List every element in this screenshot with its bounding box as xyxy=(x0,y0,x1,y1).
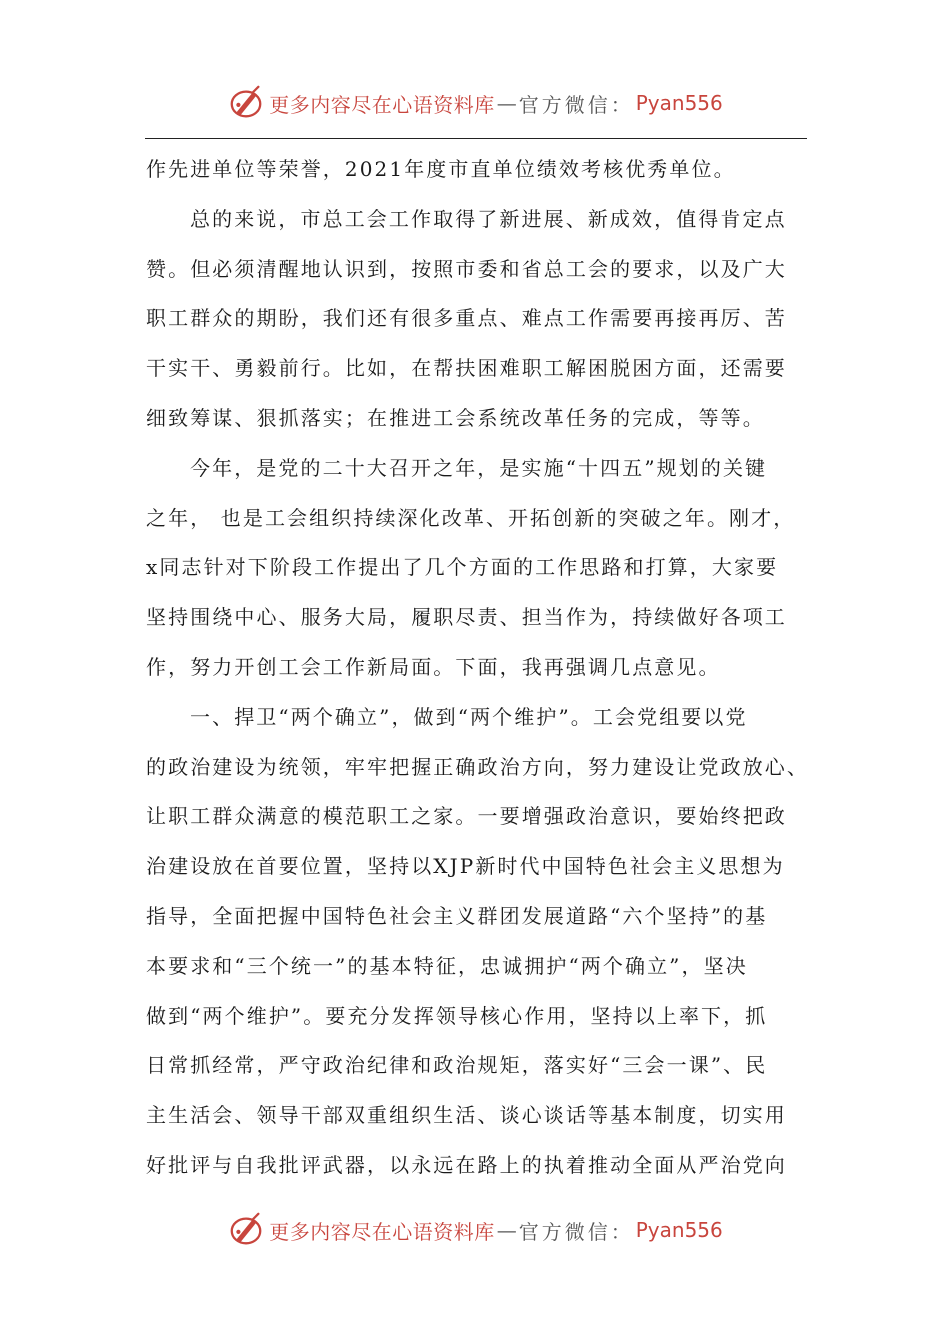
watermark-dash: — xyxy=(496,91,517,115)
watermark-wechat-id: Pyan556 xyxy=(635,1218,723,1242)
text-line: 好批评与自我批评武器，以永远在路上的执着推动全面从严治党向 xyxy=(146,1152,787,1177)
text-line: 本要求和“三个统一”的基本特征，忠诚拥护“两个确立”，坚决 xyxy=(146,953,748,978)
text-line: 作，努力开创工会工作新局面。下面，我再强调几点意见。 xyxy=(146,654,721,679)
pen-logo-icon xyxy=(227,84,265,122)
watermark-sub-text: 官方微信： xyxy=(518,1219,634,1244)
text-line: 的政治建设为统领，牢牢把握正确政治方向，努力建设让党政放心、 xyxy=(146,754,809,779)
text-line: 治建设放在首要位置，坚持以XJP新时代中国特色社会主义思想为 xyxy=(146,854,785,879)
header-divider xyxy=(145,138,807,139)
text-line: 今年，是党的二十大召开之年，是实施“十四五”规划的关键 xyxy=(190,455,768,480)
text-line: 日常抓经常，严守政治纪律和政治规矩，落实好“三会一课”、民 xyxy=(146,1053,768,1078)
document-body xyxy=(146,145,808,1191)
text-line: 作先进单位等荣誉，2021年度市直单位绩效考核优秀单位。 xyxy=(146,157,736,181)
text-line: 之年， 也是工会组织持续深化改革、开拓创新的突破之年。刚才， xyxy=(146,505,796,530)
text-line: x同志针对下阶段工作提出了几个方面的工作思路和打算，大家要 xyxy=(146,555,779,580)
text-line: 让职工群众满意的模范职工之家。一要增强政治意识，要始终把政 xyxy=(146,804,787,829)
watermark-wechat-id: Pyan556 xyxy=(635,91,723,115)
text-line: 总的来说，市总工会工作取得了新进展、新成效，值得肯定点 xyxy=(190,206,787,231)
watermark-main-text: 更多内容尽在心语资料库 xyxy=(269,92,495,117)
watermark-sub-text: 官方微信： xyxy=(518,92,634,117)
text-line: 干实干、勇毅前行。比如，在帮扶困难职工解困脱困方面，还需要 xyxy=(146,356,787,381)
text-line: 做到“两个维护”。要充分发挥领导核心作用，坚持以上率下，抓 xyxy=(146,1003,768,1028)
text-line: 指导，全面把握中国特色社会主义群团发展道路“六个坚持”的基 xyxy=(146,903,768,928)
text-line: 一、捍卫“两个确立”，做到“两个维护”。工会党组要以党 xyxy=(190,704,748,729)
pen-logo-icon xyxy=(227,1211,265,1249)
text-line: 坚持围绕中心、服务大局，履职尽责、担当作为，持续做好各项工 xyxy=(146,605,787,630)
text-line: 细致筹谋、狠抓落实；在推进工会系统改革任务的完成，等等。 xyxy=(146,405,765,430)
text-line: 主生活会、领导干部双重组织生活、谈心谈话等基本制度，切实用 xyxy=(146,1103,787,1128)
text-line: 赞。但必须清醒地认识到，按照市委和省总工会的要求，以及广大 xyxy=(146,256,787,281)
text-line: 职工群众的期盼，我们还有很多重点、难点工作需要再接再厉、苦 xyxy=(146,306,787,331)
footer-watermark xyxy=(0,1210,950,1250)
header-watermark xyxy=(0,83,950,123)
watermark-dash: — xyxy=(496,1218,517,1242)
watermark-main-text: 更多内容尽在心语资料库 xyxy=(269,1219,495,1244)
